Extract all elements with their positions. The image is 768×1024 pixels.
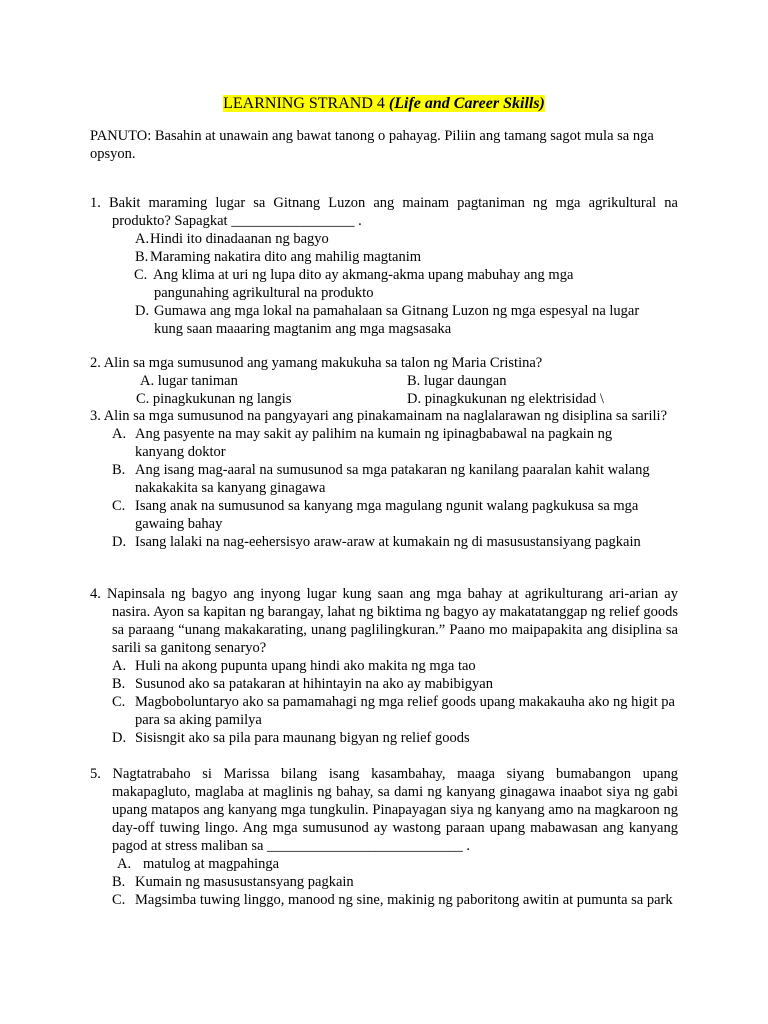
option-d[interactable] — [407, 390, 672, 408]
option-a[interactable] — [135, 230, 678, 248]
option-text: Ang isang mag-aaral na sumusunod sa mga patakaran ng kanilang paaralan kahit walang nakakakita sa kanyang ginagawa — [135, 462, 650, 496]
option-b[interactable] — [135, 248, 678, 266]
title-main: LEARNING STRAND 4 — [223, 95, 385, 112]
option-letter: A. — [135, 231, 150, 247]
option-letter: C. — [112, 694, 126, 710]
option-text: Magboboluntaryo ako sa pamamahagi ng mga relief goods upang makakauha ako ng higit pa para sa aking pamilya — [135, 694, 675, 728]
option-letter: D. — [112, 730, 127, 746]
option-letter: A. — [112, 658, 127, 674]
option-letter: C. — [112, 498, 126, 514]
question-2 — [90, 354, 678, 408]
option-letter: C. — [136, 391, 150, 407]
option-letter: B. — [112, 676, 126, 692]
option-text: Hindi ito dinadaanan ng bagyo — [150, 231, 329, 247]
option-b[interactable] — [407, 372, 667, 390]
question-stem: 2. Alin sa mga sumusunod ang yamang makukuha sa talon ng Maria Cristina? — [90, 355, 543, 371]
question-stem: 1. Bakit maraming lugar sa Gitnang Luzon ang mainam pagtaniman ng mga agrikultural na produkto? Sapagkat _________________ . — [90, 195, 678, 229]
question-5 — [90, 765, 678, 909]
option-text: Isang lalaki na nag-eehersisyo araw-araw at kumakain ng di masusustansiyang pagkain — [135, 534, 641, 550]
option-c[interactable] — [112, 891, 678, 909]
option-letter: C. — [112, 892, 126, 908]
option-letter: A. — [112, 426, 127, 442]
option-c[interactable] — [136, 390, 403, 408]
option-letter: D. — [407, 391, 422, 407]
option-text: matulog at magpahinga — [143, 856, 280, 872]
option-c[interactable] — [112, 693, 678, 729]
option-text: Ang pasyente na may sakit ay palihim na kumain ng ipinagbabawal na pagkain ng kanyang doktor — [135, 426, 613, 460]
option-letter: D. — [135, 303, 150, 319]
option-text: Ang klima at uri ng lupa dito ay akmang-akma upang mabuhay ang mga pangunahing agrikultural na produkto — [153, 267, 574, 301]
option-text: pinagkukunan ng langis — [152, 391, 292, 407]
option-letter: C. — [134, 267, 148, 283]
option-a[interactable] — [112, 657, 678, 675]
option-text: Isang anak na sumusunod sa kanyang mga magulang ngunit walang pagkukusa sa mga gawaing bahay — [135, 498, 639, 532]
option-a[interactable] — [112, 425, 678, 461]
instructions: PANUTO: Basahin at unawain ang bawat tanong o pahayag. Piliin ang tamang sagot mula sa nga opsyon. — [90, 128, 654, 162]
option-text: Magsimba tuwing linggo, manood ng sine, makinig ng paboritong awitin at pumunta sa park — [135, 892, 673, 908]
option-letter: D. — [112, 534, 127, 550]
option-letter: B. — [112, 462, 126, 478]
option-text: Sisisngit ako sa pila para maunang bigyan ng relief goods — [135, 730, 470, 746]
option-text: Huli na akong pupunta upang hindi ako makita ng mga tao — [135, 658, 476, 674]
option-d[interactable] — [112, 533, 678, 551]
question-3 — [90, 407, 678, 551]
option-b[interactable] — [112, 461, 678, 497]
option-b[interactable] — [112, 873, 678, 891]
option-text: Maraming nakatira dito ang mahilig magtanim — [150, 249, 421, 265]
option-text: Susunod ako sa patakaran at hihintayin na ako ay mabibigyan — [135, 676, 493, 692]
option-text: lugar taniman — [157, 373, 238, 389]
title-subtitle: (Life and Career Skills) — [388, 95, 545, 112]
question-1 — [90, 194, 678, 338]
option-a[interactable] — [117, 855, 678, 873]
option-c[interactable] — [134, 266, 678, 302]
option-a[interactable] — [140, 372, 407, 390]
option-d[interactable] — [112, 729, 678, 747]
option-b[interactable] — [112, 675, 678, 693]
question-stem: 5. Nagtatrabaho si Marissa bilang isang kasambahay, maaga siyang bumabangon upang makapagluto, maglaba at maglinis ng bahay, sa dami ng kanyang ginagawa inaabot siya ng gabi upang matapos ang kanyang mga tungkulin. Pinapayagan siya ng kanyang amo na magkaroon ng day-off tuwing lingo. Ang mga sumusunod ay wastong paraan upang mabawasan ang kanyang pagod at stress maliban sa ___________________________ . — [90, 766, 678, 854]
question-stem: 3. Alin sa mga sumusunod na pangyayari ang pinakamainam na naglalarawan ng disiplina sa sarili? — [90, 408, 668, 424]
option-text: pinagkukunan ng elektrisidad \ — [424, 391, 604, 407]
option-letter: B. — [112, 874, 126, 890]
question-stem: 4. Napinsala ng bagyo ang inyong lugar kung saan ang mga bahay at agrikulturang ari-arian ay nasira. Ayon sa kapitan ng barangay, lahat ng biktima ng bagyo ay makatatanggap ng relief goods sa paraang “unang makakarating, unang paglilingkuran.” Paano mo maipapakita ang disiplina sa sarili sa ganitong senaryo? — [90, 586, 678, 656]
option-text: Gumawa ang mga lokal na pamahalaan sa Gitnang Luzon ng mga espesyal na lugar kung saan maaaring magtanim ang mga magsasaka — [154, 303, 640, 337]
option-d[interactable] — [135, 302, 678, 338]
option-letter: B. — [407, 373, 421, 389]
question-4 — [90, 585, 678, 747]
option-text: lugar daungan — [423, 373, 507, 389]
option-c[interactable] — [112, 497, 678, 533]
options-grid — [136, 372, 678, 408]
option-letter: A. — [140, 373, 155, 389]
option-text: Kumain ng masusustansyang pagkain — [135, 874, 354, 890]
document-title — [0, 94, 768, 114]
option-letter: A. — [117, 856, 132, 872]
option-letter: B. — [135, 249, 149, 265]
title-highlight — [223, 95, 545, 112]
